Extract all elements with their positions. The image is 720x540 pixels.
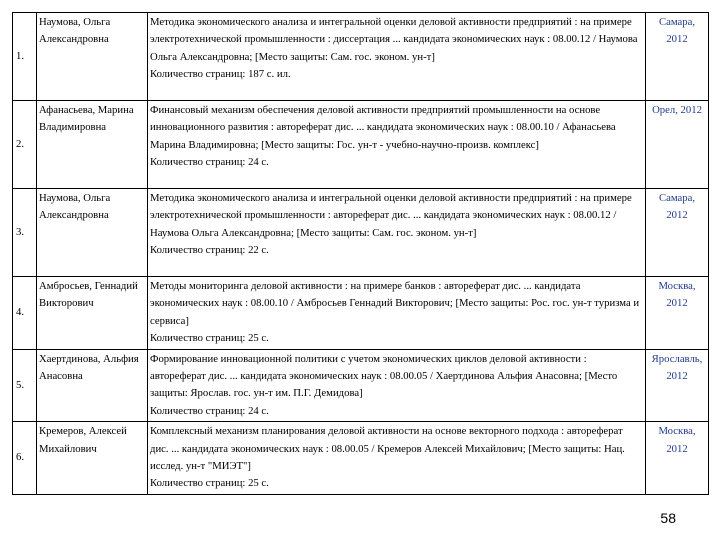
pages-text: Количество страниц: 187 с. ил.	[150, 68, 291, 81]
table-row	[13, 189, 709, 277]
place-year-cell: Москва, 2012	[646, 422, 709, 495]
author-cell: Наумова, Ольга Александровна	[37, 189, 148, 277]
author-cell: Хаертдинова, Альфия Анасовна	[37, 349, 148, 422]
author-cell: Амбросьев, Геннадий Викторович	[37, 277, 148, 350]
pages-text: Количество страниц: 24 с.	[150, 156, 269, 169]
pages-text: Количество страниц: 25 с.	[150, 332, 269, 345]
place-year-cell: Москва, 2012	[646, 277, 709, 350]
place-year-cell: Самара, 2012	[646, 189, 709, 277]
title-text: Финансовый механизм обеспечения деловой активности предприятий промышленности на основе инновационного развития : автореферат дис. ... кандидата экономических наук : 08.00.10 / Афанасьева Марина Владимировна; [Место защиты: Гос. ун-т - учебно-научно-произв. комплекс]	[150, 104, 616, 151]
title-cell	[148, 349, 646, 422]
place-year-cell: Самара, 2012	[646, 13, 709, 101]
table-row	[13, 277, 709, 350]
author-cell: Кремеров, Алексей Михайлович	[37, 422, 148, 495]
table-row	[13, 349, 709, 422]
title-text: Методы мониторинга деловой активности : на примере банков : автореферат дис. ... кандидата экономических наук : 08.00.10 / Амбросьев Геннадий Викторович; [Место защиты: Рос. гос. ун-т туризма и сервиса]	[150, 280, 640, 327]
row-number: 6.	[13, 422, 37, 495]
page-number: 58	[660, 510, 676, 526]
row-number: 1.	[13, 13, 37, 101]
place-year-cell: Ярославль, 2012	[646, 349, 709, 422]
place-year-cell: Орел, 2012	[646, 101, 709, 189]
pages-text: Количество страниц: 24 с.	[150, 404, 269, 417]
title-text: Методика экономического анализа и интегральной оценки деловой активности предприятий : на примере электротехнической промышленности : диссертация ... кандидата экономических наук : 08.00.12 / Наумова Ольга Александровна; [Место защиты: Сам. гос. эконом. ун-т]	[150, 16, 638, 63]
pages-text: Количество страниц: 22 с.	[150, 244, 269, 257]
table-row	[13, 101, 709, 189]
title-text: Методика экономического анализа и интегральной оценки деловой активности предприятий : на примере электротехнической промышленности : автореферат дис. ... кандидата экономических наук : 08.00.12 / Наумова Ольга Александровна; [Место защиты: Сам. гос. эконом. ун-т]	[150, 192, 632, 239]
title-cell	[148, 13, 646, 101]
title-cell	[148, 101, 646, 189]
title-text: Комплексный механизм планирования деловой активности на основе векторного подхода : автореферат дис. ... кандидата экономических наук : 08.00.05 / Кремеров Алексей Михайлович; [Место защиты: Нац. исслед. ун-т "МИЭТ"]	[150, 425, 625, 473]
title-cell	[148, 277, 646, 350]
row-number: 2.	[13, 101, 37, 189]
title-cell	[148, 422, 646, 495]
table-row	[13, 13, 709, 101]
title-cell	[148, 189, 646, 277]
bibliography-table	[12, 12, 709, 495]
author-cell: Наумова, Ольга Александровна	[37, 13, 148, 101]
pages-text: Количество страниц: 25 с.	[150, 477, 269, 490]
row-number: 5.	[13, 349, 37, 422]
row-number: 4.	[13, 277, 37, 350]
table-row	[13, 422, 709, 495]
row-number: 3.	[13, 189, 37, 277]
title-text: Формирование инновационной политики с учетом экономических циклов деловой активности : автореферат дис. ... кандидата экономических наук : 08.00.05 / Хаертдинова Альфия Анасовна; [Место защиты: Ярослав. гос. ун-т им. П.Г. Демидова]	[150, 352, 618, 400]
author-cell: Афанасьева, Марина Владимировна	[37, 101, 148, 189]
